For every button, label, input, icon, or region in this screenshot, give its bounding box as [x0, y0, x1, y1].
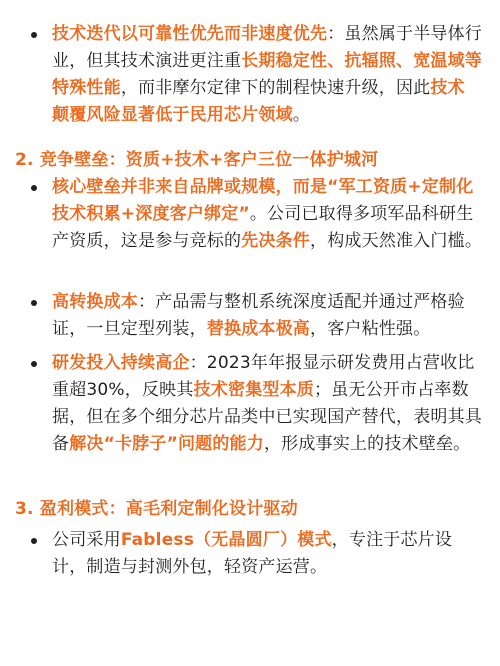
body-text: 。 — [292, 105, 311, 125]
list-item-rd-investment — [0, 350, 500, 458]
highlight-text: 高转换成本 — [52, 292, 138, 312]
highlight-text: Fabless（无晶圆厂）模式 — [120, 530, 332, 550]
bullet-dot — [31, 32, 37, 38]
bullet-dot — [31, 361, 37, 367]
highlight-text: 替换成本极高 — [206, 319, 311, 339]
body-text: 公司采用 — [52, 530, 121, 550]
body-text: ，形成事实上的技术壁垒。 — [263, 434, 471, 454]
section-heading-profit-model: 3. 盈利模式：高毛利定制化设计驱动 — [15, 499, 298, 519]
body-text: ：2023年年报显示研发费用占营收比重超30%，反映其 — [52, 353, 475, 400]
body-text: ，专注于芯片设计，制造与封测外包，轻资产运营。 — [52, 530, 453, 577]
list-item-core-barrier — [0, 174, 500, 255]
highlight-text: 解决“卡脖子”问题的能力 — [69, 434, 264, 454]
body-text: ，构成天然准入门槛。 — [310, 231, 483, 251]
body-text: ，客户粘性强。 — [310, 319, 431, 339]
highlight-text: 技术颠覆风险显著低于民用芯片领域 — [52, 78, 465, 125]
bullet-dot — [31, 185, 37, 191]
highlight-text: 技术迭代以可靠性优先而非速度优先 — [52, 24, 328, 44]
bullet-dot — [31, 538, 37, 544]
highlight-text: 技术密集型本质 — [193, 380, 314, 400]
body-text: 。公司已取得多项军品科研生产资质，这是参与竞标的 — [52, 204, 474, 251]
highlight-text: 先决条件 — [241, 231, 311, 251]
body-text: ：产品需与整机系统深度适配并通过严格验证，一旦定型列装， — [52, 292, 465, 339]
highlight-text: 长期稳定性、抗辐照、宽温域等特殊性能 — [52, 51, 483, 98]
body-text: ；虽无公开市占率数据，但在多个细分芯片品类中已实现国产替代，表明其具备 — [52, 380, 482, 454]
bullet-dot — [31, 300, 37, 306]
highlight-text: 研发投入持续高企 — [52, 353, 190, 373]
body-text: ，而非摩尔定律下的制程快速升级，因此 — [120, 78, 431, 98]
body-text: ：虽然属于半导体行业，但其技术演进更注重 — [52, 24, 483, 71]
section-heading-competition: 2. 竞争壁垒：资质+技术+客户三位一体护城河 — [15, 150, 379, 170]
list-item-switching-cost — [0, 289, 500, 343]
list-item-fabless — [0, 527, 500, 581]
list-item-tech-iteration — [0, 21, 500, 129]
highlight-text: 核心壁垒并非来自品牌或规模，而是“军工资质+定制化技术积累+深度客户绑定” — [52, 177, 474, 224]
